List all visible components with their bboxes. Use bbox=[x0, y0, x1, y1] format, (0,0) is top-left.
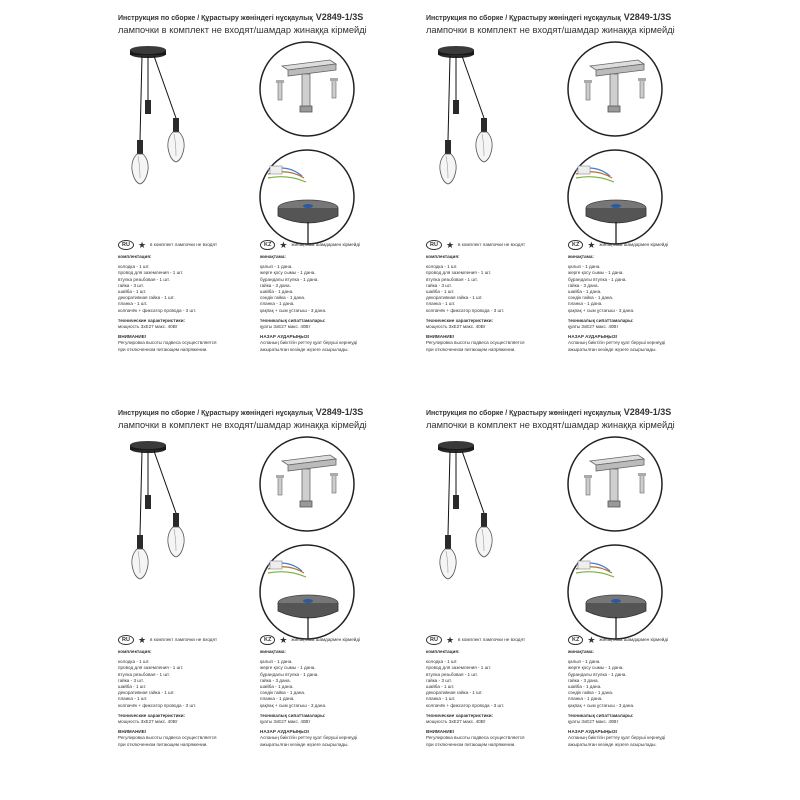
ru-warning-text: при отключенном питающем напряжении. bbox=[118, 346, 208, 352]
kz-warning-text: Аспаның биіктігін реттеу қуат беруші кернеуді bbox=[568, 340, 666, 346]
ru-item: декоративная гайка - 1 шт. bbox=[426, 295, 483, 301]
ru-kit-title: комплектация: bbox=[118, 649, 152, 654]
kz-item: сәндік гайка - 1 дана. bbox=[260, 295, 306, 301]
ru-item: гайка - 3 шт. bbox=[426, 677, 452, 683]
russian-section bbox=[426, 240, 556, 353]
star-icon: ★ bbox=[445, 239, 455, 250]
sheet-title bbox=[426, 407, 671, 417]
ru-item: колодка - 1 шт. bbox=[118, 264, 150, 270]
ru-spec: мощность 3xE27 макс. 40Вт bbox=[426, 719, 486, 725]
canopy-wiring-detail-illustration bbox=[258, 543, 356, 641]
kz-item: планка - 1 дана. bbox=[568, 696, 603, 702]
ru-item: втулка резьбовая - 1 шт. bbox=[118, 276, 170, 282]
instruction-sheet bbox=[118, 12, 388, 372]
kz-warning-text: Аспаның биіктігін реттеу қуат беруші кернеуді bbox=[568, 735, 666, 741]
ru-kit-title: комплектация: bbox=[426, 649, 460, 654]
model-code: V2849-1/3S bbox=[623, 12, 672, 22]
title-text: Инструкция по сборке / Құрастыру жөніндегі нұсқаулық bbox=[118, 15, 313, 22]
russian-section bbox=[118, 635, 248, 748]
kz-kit-title: жинақтама: bbox=[260, 254, 286, 259]
kz-warning-title: НАЗАР АУДАРЫҢЫЗ! bbox=[568, 729, 618, 735]
kz-item: гайка - 3 дана. bbox=[568, 282, 599, 288]
model-code: V2849-1/3S bbox=[623, 407, 672, 417]
kz-item: қақпақ + сым ұстағыш - 3 дана. bbox=[260, 702, 327, 708]
kz-warning-text: ажыратылған кезінде жүзеге асырылады. bbox=[260, 741, 349, 747]
ru-item: декоративная гайка - 1 шт. bbox=[426, 690, 483, 696]
ru-item: гайка - 3 шт. bbox=[118, 677, 144, 683]
bulbs-not-included-note: лампочки в комплект не входят/шамдар жинаққа кірмейді bbox=[118, 25, 367, 35]
kz-item: бұрандалы втулка - 1 дана. bbox=[568, 671, 627, 677]
instruction-sheet bbox=[426, 407, 696, 767]
ru-item: декоративная гайка - 1 шт. bbox=[118, 690, 175, 696]
kz-warning-text: Аспаның биіктігін реттеу қуат беруші кернеуді bbox=[260, 340, 358, 346]
kz-warning-text: ажыратылған кезінде жүзеге асырылады. bbox=[568, 346, 657, 352]
ru-warning-text: Регулировка высоты подвеса осуществляется bbox=[426, 340, 525, 346]
ru-warning-text: Регулировка высоты подвеса осуществляется bbox=[118, 735, 217, 741]
kz-warning-title: НАЗАР АУДАРЫҢЫЗ! bbox=[568, 334, 618, 340]
kz-item: қалып - 1 дана. bbox=[568, 659, 601, 665]
kz-item: жерге қосу сымы - 1 дана. bbox=[568, 665, 624, 671]
kz-item: шайба - 1 дана. bbox=[568, 684, 602, 690]
ru-item: гайка - 3 шт. bbox=[426, 282, 452, 288]
star-icon: ★ bbox=[587, 634, 596, 645]
kz-item: планка - 1 дана. bbox=[260, 696, 295, 702]
star-icon: ★ bbox=[445, 634, 455, 645]
kazakh-section bbox=[568, 240, 698, 353]
ru-item: провод для заземления - 1 шт. bbox=[426, 665, 492, 671]
star-icon: ★ bbox=[137, 239, 147, 250]
kz-item: планка - 1 дана. bbox=[568, 301, 603, 307]
mounting-bar-detail-illustration bbox=[258, 40, 356, 138]
ru-note: в комплект лампочки не входят bbox=[150, 636, 218, 642]
kz-badge: KZ bbox=[260, 240, 275, 250]
ru-kit-title: комплектация: bbox=[118, 254, 152, 259]
ru-badge: RU bbox=[426, 240, 442, 250]
ru-item: колпачёк + фиксатор провода - 3 шт. bbox=[118, 702, 197, 708]
ru-spec-title: технические характеристики: bbox=[118, 317, 186, 323]
kazakh-section bbox=[260, 635, 390, 748]
ru-badge: RU bbox=[426, 635, 442, 645]
pendant-lamp-illustration bbox=[118, 437, 218, 597]
kz-item: бұрандалы втулка - 1 дана. bbox=[568, 276, 627, 282]
kz-warning-text: ажыратылған кезінде жүзеге асырылады. bbox=[568, 741, 657, 747]
kz-item: жерге қосу сымы - 1 дана. bbox=[260, 270, 316, 276]
sheet-title bbox=[118, 12, 363, 22]
star-icon: ★ bbox=[279, 239, 288, 250]
ru-item: втулка резьбовая - 1 шт. bbox=[118, 671, 170, 677]
ru-spec: мощность 3xE27 макс. 40Вт bbox=[426, 324, 486, 330]
russian-section bbox=[118, 240, 248, 353]
ru-item: шайба - 1 шт. bbox=[118, 289, 147, 295]
canopy-wiring-detail-illustration bbox=[566, 543, 664, 641]
ru-item: колпачёк + фиксатор провода - 3 шт. bbox=[426, 702, 505, 708]
ru-item: провод для заземления - 1 шт. bbox=[426, 270, 492, 276]
model-code: V2849-1/3S bbox=[315, 407, 364, 417]
ru-item: планка - 1 шт. bbox=[426, 696, 456, 702]
ru-item: колодка - 1 шт. bbox=[118, 659, 150, 665]
ru-item: гайка - 3 шт. bbox=[118, 282, 144, 288]
ru-note: в комплект лампочки не входят bbox=[458, 241, 526, 247]
ru-spec-title: технические характеристики: bbox=[118, 712, 186, 718]
kz-item: шайба - 1 дана. bbox=[260, 289, 294, 295]
kazakh-section bbox=[568, 635, 698, 748]
kz-warning-title: НАЗАР АУДАРЫҢЫЗ! bbox=[260, 334, 310, 340]
kz-item: бұрандалы втулка - 1 дана. bbox=[260, 276, 319, 282]
kz-item: гайка - 3 дана. bbox=[568, 677, 599, 683]
canopy-wiring-detail-illustration bbox=[566, 148, 664, 246]
canopy-wiring-detail-illustration bbox=[258, 148, 356, 246]
russian-section bbox=[426, 635, 556, 748]
kz-kit-title: жинақтама: bbox=[568, 254, 594, 259]
ru-item: шайба - 1 шт. bbox=[426, 289, 455, 295]
kz-warning-text: Аспаның биіктігін реттеу қуат беруші кернеуді bbox=[260, 735, 358, 741]
kz-item: қақпақ + сым ұстағыш - 3 дана. bbox=[568, 702, 635, 708]
pendant-lamp-illustration bbox=[426, 42, 526, 202]
kz-spec: қуаты 3xE27 макс. 40Вт bbox=[568, 324, 619, 330]
ru-badge: RU bbox=[118, 240, 134, 250]
kz-item: сәндік гайка - 1 дана. bbox=[568, 295, 614, 301]
ru-item: шайба - 1 шт. bbox=[118, 684, 147, 690]
kz-item: сәндік гайка - 1 дана. bbox=[260, 690, 306, 696]
ru-warning-text: при отключенном питающем напряжении. bbox=[426, 741, 516, 747]
ru-item: планка - 1 шт. bbox=[118, 301, 148, 307]
kz-item: планка - 1 дана. bbox=[260, 301, 295, 307]
kz-spec-title: техникалық сипаттамалары: bbox=[568, 317, 634, 323]
kz-badge: KZ bbox=[260, 635, 275, 645]
kz-item: қалып - 1 дана. bbox=[260, 264, 293, 270]
ru-spec: мощность 3xE27 макс. 40Вт bbox=[118, 324, 178, 330]
ru-item: планка - 1 шт. bbox=[118, 696, 148, 702]
ru-item: планка - 1 шт. bbox=[426, 301, 456, 307]
ru-warning-title: ВНИМАНИЕ! bbox=[118, 334, 147, 340]
ru-item: колпачёк + фиксатор провода - 3 шт. bbox=[118, 307, 197, 313]
bulbs-not-included-note: лампочки в комплект не входят/шамдар жинаққа кірмейді bbox=[426, 420, 675, 430]
ru-spec-title: технические характеристики: bbox=[426, 317, 494, 323]
kz-item: қақпақ + сым ұстағыш - 3 дана. bbox=[260, 307, 327, 313]
ru-warning-title: ВНИМАНИЕ! bbox=[118, 729, 147, 735]
kz-item: қалып - 1 дана. bbox=[568, 264, 601, 270]
ru-item: провод для заземления - 1 шт. bbox=[118, 270, 184, 276]
title-text: Инструкция по сборке / Құрастыру жөніндегі нұсқаулық bbox=[118, 410, 313, 417]
kz-spec: қуаты 3xE27 макс. 40Вт bbox=[568, 719, 619, 725]
bulbs-not-included-note: лампочки в комплект не входят/шамдар жинаққа кірмейді bbox=[426, 25, 675, 35]
instruction-sheet bbox=[118, 407, 388, 767]
kz-item: шайба - 1 дана. bbox=[260, 684, 294, 690]
ru-spec: мощность 3xE27 макс. 40Вт bbox=[118, 719, 178, 725]
pendant-lamp-illustration bbox=[426, 437, 526, 597]
kz-note: жинақтама шамдармен кірмейді bbox=[599, 241, 669, 247]
kz-warning-title: НАЗАР АУДАРЫҢЫЗ! bbox=[260, 729, 310, 735]
star-icon: ★ bbox=[587, 239, 596, 250]
kz-item: сәндік гайка - 1 дана. bbox=[568, 690, 614, 696]
ru-item: втулка резьбовая - 1 шт. bbox=[426, 276, 478, 282]
ru-item: колодка - 1 шт. bbox=[426, 659, 458, 665]
ru-badge: RU bbox=[118, 635, 134, 645]
ru-item: шайба - 1 шт. bbox=[426, 684, 455, 690]
kz-spec-title: техникалық сипаттамалары: bbox=[260, 317, 326, 323]
ru-warning-title: ВНИМАНИЕ! bbox=[426, 334, 455, 340]
kz-kit-title: жинақтама: bbox=[568, 649, 594, 654]
kz-item: гайка - 3 дана. bbox=[260, 677, 291, 683]
kz-item: жерге қосу сымы - 1 дана. bbox=[260, 665, 316, 671]
title-text: Инструкция по сборке / Құрастыру жөніндегі нұсқаулық bbox=[426, 15, 621, 22]
mounting-bar-detail-illustration bbox=[566, 40, 664, 138]
kz-spec-title: техникалық сипаттамалары: bbox=[568, 712, 634, 718]
kz-note: жинақтама шамдармен кірмейді bbox=[291, 241, 361, 247]
ru-warning-text: при отключенном питающем напряжении. bbox=[118, 741, 208, 747]
ru-item: колпачёк + фиксатор провода - 3 шт. bbox=[426, 307, 505, 313]
kz-item: жерге қосу сымы - 1 дана. bbox=[568, 270, 624, 276]
star-icon: ★ bbox=[137, 634, 147, 645]
ru-spec-title: технические характеристики: bbox=[426, 712, 494, 718]
kz-warning-text: ажыратылған кезінде жүзеге асырылады. bbox=[260, 346, 349, 352]
mounting-bar-detail-illustration bbox=[566, 435, 664, 533]
kazakh-section bbox=[260, 240, 390, 353]
ru-kit-title: комплектация: bbox=[426, 254, 460, 259]
bulbs-not-included-note: лампочки в комплект не входят/шамдар жинаққа кірмейді bbox=[118, 420, 367, 430]
mounting-bar-detail-illustration bbox=[258, 435, 356, 533]
star-icon: ★ bbox=[279, 634, 288, 645]
kz-spec: қуаты 3xE27 макс. 40Вт bbox=[260, 719, 311, 725]
sheet-title bbox=[426, 12, 671, 22]
ru-note: в комплект лампочки не входят bbox=[458, 636, 526, 642]
kz-note: жинақтама шамдармен кірмейді bbox=[291, 636, 361, 642]
ru-item: колодка - 1 шт. bbox=[426, 264, 458, 270]
kz-note: жинақтама шамдармен кірмейді bbox=[599, 636, 669, 642]
pendant-lamp-illustration bbox=[118, 42, 218, 202]
title-text: Инструкция по сборке / Құрастыру жөніндегі нұсқаулық bbox=[426, 410, 621, 417]
kz-item: қалып - 1 дана. bbox=[260, 659, 293, 665]
ru-warning-text: Регулировка высоты подвеса осуществляется bbox=[426, 735, 525, 741]
kz-badge: KZ bbox=[568, 635, 583, 645]
kz-spec: қуаты 3xE27 макс. 40Вт bbox=[260, 324, 311, 330]
ru-item: провод для заземления - 1 шт. bbox=[118, 665, 184, 671]
ru-warning-text: Регулировка высоты подвеса осуществляется bbox=[118, 340, 217, 346]
ru-item: декоративная гайка - 1 шт. bbox=[118, 295, 175, 301]
kz-badge: KZ bbox=[568, 240, 583, 250]
ru-warning-title: ВНИМАНИЕ! bbox=[426, 729, 455, 735]
kz-kit-title: жинақтама: bbox=[260, 649, 286, 654]
kz-spec-title: техникалық сипаттамалары: bbox=[260, 712, 326, 718]
ru-warning-text: при отключенном питающем напряжении. bbox=[426, 346, 516, 352]
kz-item: бұрандалы втулка - 1 дана. bbox=[260, 671, 319, 677]
kz-item: қақпақ + сым ұстағыш - 3 дана. bbox=[568, 307, 635, 313]
model-code: V2849-1/3S bbox=[315, 12, 364, 22]
instruction-sheet bbox=[426, 12, 696, 372]
kz-item: шайба - 1 дана. bbox=[568, 289, 602, 295]
sheet-title bbox=[118, 407, 363, 417]
kz-item: гайка - 3 дана. bbox=[260, 282, 291, 288]
ru-note: в комплект лампочки не входят bbox=[150, 241, 218, 247]
ru-item: втулка резьбовая - 1 шт. bbox=[426, 671, 478, 677]
